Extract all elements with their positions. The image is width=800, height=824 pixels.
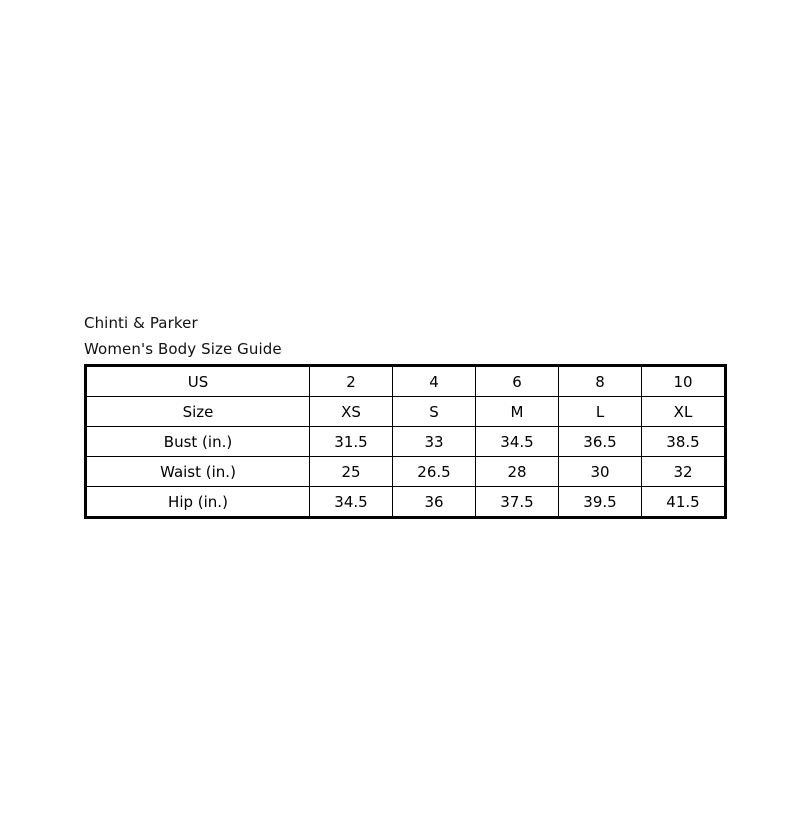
cell-waist-4: 30 <box>559 457 642 487</box>
cell-us-3: 6 <box>476 366 559 397</box>
cell-size-5: XL <box>642 397 726 427</box>
size-guide-table <box>84 364 727 519</box>
cell-us-1: 2 <box>310 366 393 397</box>
table-row <box>86 427 726 457</box>
cell-waist-2: 26.5 <box>393 457 476 487</box>
cell-size-3: M <box>476 397 559 427</box>
cell-hip-4: 39.5 <box>559 487 642 518</box>
brand-name: Chinti & Parker <box>84 314 198 332</box>
cell-hip-2: 36 <box>393 487 476 518</box>
row-label-bust: Bust (in.) <box>86 427 310 457</box>
cell-us-4: 8 <box>559 366 642 397</box>
size-guide-sheet <box>84 313 716 519</box>
cell-waist-5: 32 <box>642 457 726 487</box>
row-label-hip: Hip (in.) <box>86 487 310 518</box>
row-label-us: US <box>86 366 310 397</box>
cell-hip-5: 41.5 <box>642 487 726 518</box>
page-title: Women's Body Size Guide <box>84 340 282 358</box>
cell-bust-5: 38.5 <box>642 427 726 457</box>
cell-bust-2: 33 <box>393 427 476 457</box>
table-row <box>86 366 726 397</box>
cell-size-4: L <box>559 397 642 427</box>
table-row <box>86 457 726 487</box>
cell-bust-4: 36.5 <box>559 427 642 457</box>
cell-waist-1: 25 <box>310 457 393 487</box>
table-row <box>86 397 726 427</box>
cell-bust-3: 34.5 <box>476 427 559 457</box>
row-label-waist: Waist (in.) <box>86 457 310 487</box>
cell-size-1: XS <box>310 397 393 427</box>
cell-size-2: S <box>393 397 476 427</box>
cell-hip-3: 37.5 <box>476 487 559 518</box>
cell-waist-3: 28 <box>476 457 559 487</box>
cell-hip-1: 34.5 <box>310 487 393 518</box>
table-row <box>86 487 726 518</box>
cell-us-5: 10 <box>642 366 726 397</box>
cell-us-2: 4 <box>393 366 476 397</box>
row-label-size: Size <box>86 397 310 427</box>
cell-bust-1: 31.5 <box>310 427 393 457</box>
